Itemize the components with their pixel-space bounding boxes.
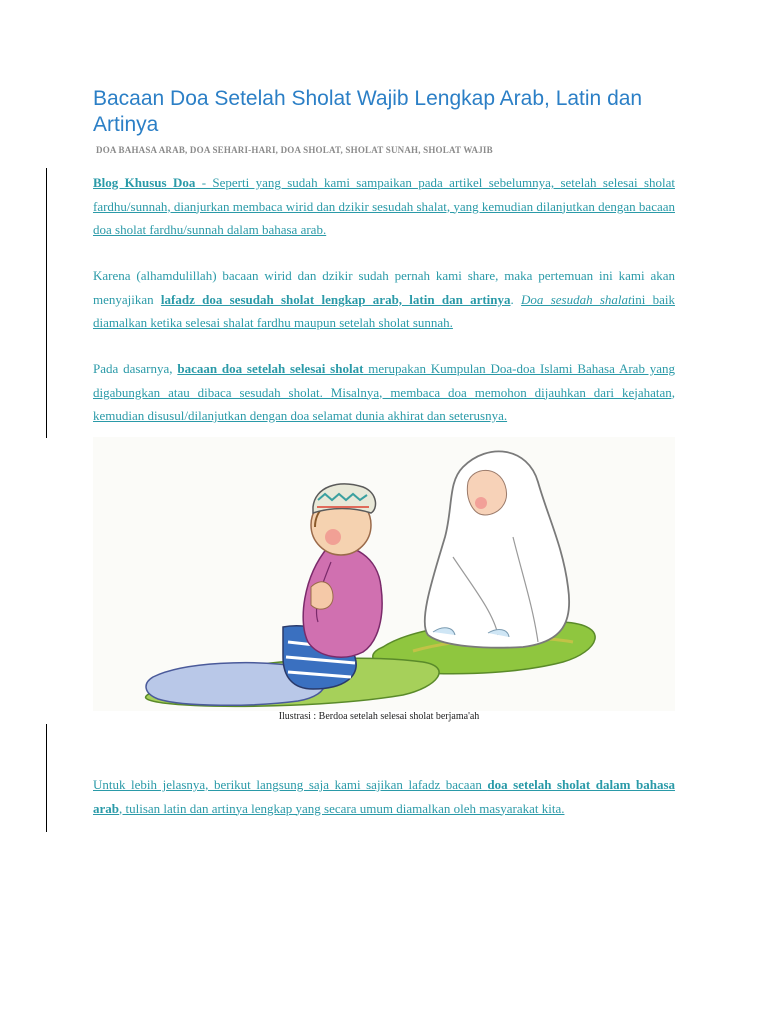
- paragraph-third-text-1: Pada dasarnya,: [93, 361, 178, 376]
- doa-sesudah-shalat-link[interactable]: Doa sesudah shalat: [521, 291, 632, 307]
- paragraph-intro-text: - Seperti yang sudah kami sampaikan pada artikel sebelumnya, setelah selesai sholat fardhu/sunnah, dianjurkan membaca wirid dan dzikir sesudah shalat, yang kemudian dilanjutkan dengan bacaan doa sholat fardhu/sunnah dalam bahasa arab.: [93, 175, 675, 237]
- blog-name-link[interactable]: Blog Khusus Doa: [93, 175, 196, 190]
- paragraph-second[interactable]: [93, 264, 675, 335]
- lafadz-doa-link[interactable]: lafadz doa sesudah sholat lengkap arab, latin dan artinya: [160, 291, 511, 307]
- illustration-praying: [93, 437, 675, 711]
- margin-bar-bottom: [46, 724, 47, 832]
- paragraph-intro[interactable]: [93, 171, 675, 242]
- paragraph-third[interactable]: [93, 357, 675, 428]
- praying-children-illustration: [93, 437, 675, 711]
- paragraph-third-text-2: merupakan Kumpulan Doa-doa Islami Bahasa Arab yang digabungkan atau dibaca sesudah sholat. Misalnya, membaca doa memohon dijauhkan dari kejahatan, kemudian disusul/dilanjutkan dengan doa selamat dunia akhirat dan seterusnya.: [93, 361, 676, 423]
- caption-text: Ilustrasi : Berdoa setelah selesai sholat berjama'ah: [278, 711, 480, 722]
- paragraph-fourth-text-1: Untuk lebih jelasnya, berikut langsung saja kami sajikan lafadz bacaan: [93, 777, 488, 792]
- article-title[interactable]: Bacaan Doa Setelah Sholat Wajib Lengkap Arab, Latin dan Artinya: [93, 87, 643, 136]
- article-tags[interactable]: DOA BAHASA ARAB, DOA SEHARI-HARI, DOA SHOLAT, SHOLAT SUNAH, SHOLAT WAJIB: [96, 145, 493, 155]
- margin-bar-top: [46, 168, 47, 438]
- paragraph-fourth-text-2: , tulisan latin dan artinya lengkap yang secara umum diamalkan oleh masyarakat kita.: [119, 800, 565, 816]
- paragraph-second-text-2: .: [510, 291, 522, 307]
- bacaan-doa-link[interactable]: bacaan doa setelah selesai sholat: [177, 361, 364, 376]
- paragraph-fourth[interactable]: [93, 773, 675, 820]
- doa-bahasa-arab-link[interactable]: doa setelah sholat dalam bahasa arab: [93, 777, 676, 816]
- paragraph-second-text-3: ini baik diamalkan ketika selesai shalat fardhu maupun setelah sholat sunnah.: [93, 291, 676, 330]
- illustration-caption: [93, 710, 675, 724]
- paragraph-second-text-1: Karena (alhamdulillah) bacaan wirid dan dzikir sudah pernah kami share, maka pertemuan ini kami akan menyajikan: [93, 268, 675, 307]
